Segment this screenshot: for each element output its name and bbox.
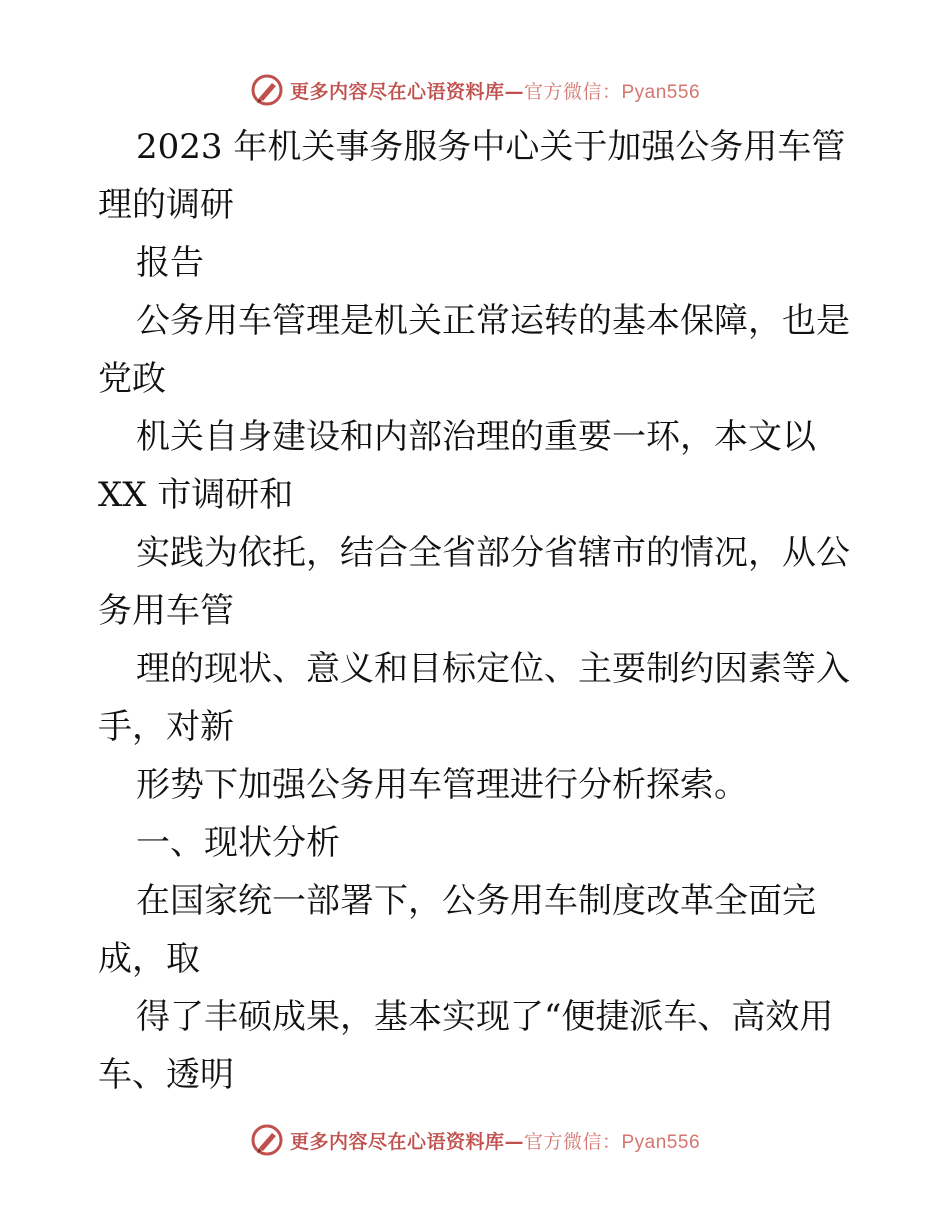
footer-banner bbox=[0, 1120, 950, 1160]
title-line-1: 2023 年机关事务服务中心关于加强公务用车管 bbox=[136, 127, 846, 167]
paragraph-line: 机关自身建设和内部治理的重要一环，本文以 bbox=[136, 417, 816, 457]
paragraph-line: 得了丰硕成果，基本实现了“便捷派车、高效用 bbox=[136, 997, 834, 1037]
banner-dash: — bbox=[504, 1130, 524, 1153]
banner-wechat: 官方微信：Pyan556 bbox=[524, 81, 701, 103]
title-line-2: 理的调研 bbox=[98, 185, 234, 225]
paragraph-line: 形势下加强公务用车管理进行分析探索。 bbox=[136, 765, 748, 805]
title-line-3: 报告 bbox=[136, 243, 204, 283]
paragraph-line: 公务用车管理是机关正常运转的基本保障，也是 bbox=[136, 301, 850, 341]
pen-logo-icon bbox=[250, 1123, 284, 1157]
paragraph-line: 理的现状、意义和目标定位、主要制约因素等入 bbox=[136, 649, 850, 689]
paragraph-line: XX 市调研和 bbox=[98, 475, 294, 515]
section-heading: 一、现状分析 bbox=[136, 823, 340, 863]
document-body bbox=[98, 118, 858, 1104]
banner-dash: — bbox=[504, 80, 524, 103]
paragraph-line: 务用车管 bbox=[98, 591, 234, 631]
header-banner-text bbox=[290, 77, 700, 104]
pen-logo-icon bbox=[250, 73, 284, 107]
banner-site-name: 更多内容尽在心语资料库 bbox=[289, 80, 505, 103]
paragraph-line: 党政 bbox=[98, 359, 166, 399]
header-banner bbox=[0, 70, 950, 110]
paragraph-line: 成，取 bbox=[98, 939, 200, 979]
paragraph-line: 手，对新 bbox=[98, 707, 234, 747]
banner-site-name: 更多内容尽在心语资料库 bbox=[289, 1130, 505, 1153]
paragraph-line: 车、透明 bbox=[98, 1055, 234, 1095]
banner-wechat: 官方微信：Pyan556 bbox=[524, 1131, 701, 1153]
paragraph-line: 在国家统一部署下，公务用车制度改革全面完 bbox=[136, 881, 816, 921]
footer-banner-text bbox=[290, 1127, 700, 1154]
paragraph-line: 实践为依托，结合全省部分省辖市的情况，从公 bbox=[136, 533, 850, 573]
